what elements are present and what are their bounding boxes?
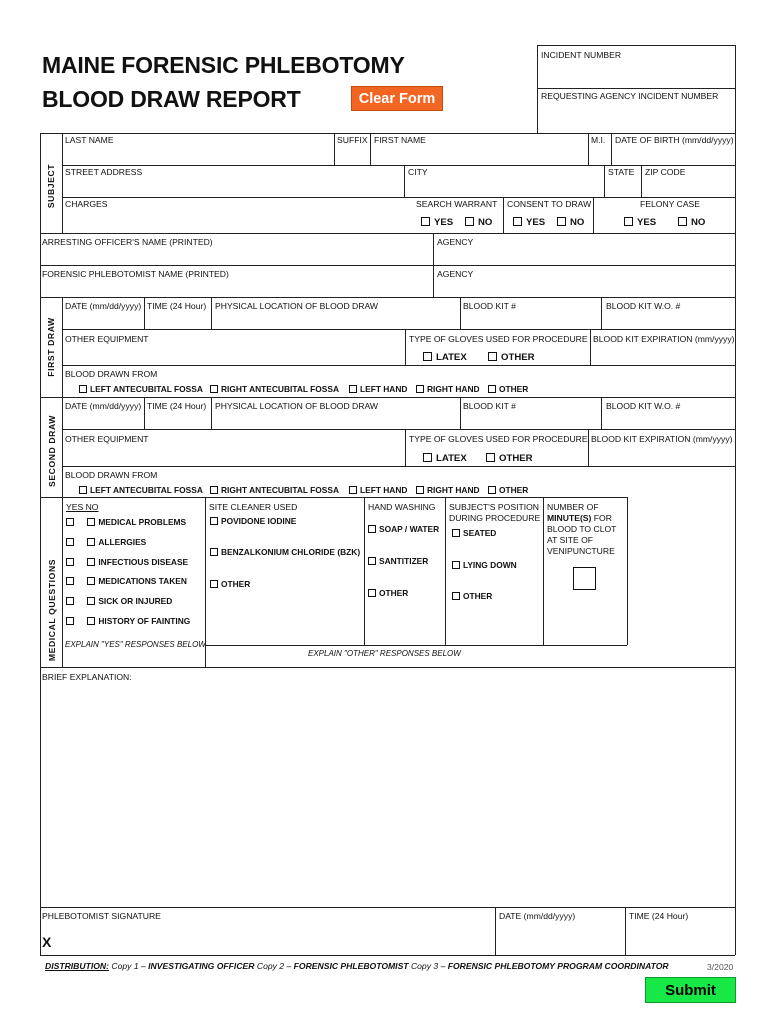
checkbox-icon xyxy=(210,517,218,525)
felony-no[interactable]: NO xyxy=(678,217,705,229)
checkbox-icon xyxy=(513,217,522,226)
checkbox-icon xyxy=(624,217,633,226)
subject-section-label: SUBJECT xyxy=(46,163,56,209)
first-draw-time-label: TIME (24 Hour) xyxy=(147,301,207,311)
checkbox-icon xyxy=(210,385,218,393)
second-draw-date-label: DATE (mm/dd/yyyy) xyxy=(65,401,142,411)
first-draw-kit-wo-label: BLOOD KIT W.O. # xyxy=(606,301,681,311)
first-draw-gloves-label: TYPE OF GLOVES USED FOR PROCEDURE xyxy=(409,334,588,344)
history-of-fainting-row[interactable]: HISTORY OF FAINTING xyxy=(66,616,190,627)
first-draw-left-antecubital[interactable]: LEFT ANTECUBITAL FOSSA xyxy=(79,384,203,395)
phlebotomist-name-field[interactable] xyxy=(41,281,432,296)
state-label: STATE xyxy=(608,167,635,177)
second-draw-gloves-latex[interactable]: LATEX xyxy=(423,453,467,465)
first-draw-kit-expiration-label: BLOOD KIT EXPIRATION (mm/yyyy) xyxy=(593,334,735,344)
second-draw-other-equipment-label: OTHER EQUIPMENT xyxy=(65,434,149,444)
position-lying-down[interactable]: LYING DOWN xyxy=(452,560,517,571)
checkbox-icon xyxy=(452,592,460,600)
first-draw-section-label: FIRST DRAW xyxy=(46,317,56,377)
medications-taken-row[interactable]: MEDICATIONS TAKEN xyxy=(66,576,187,587)
hand-washing-label: HAND WASHING xyxy=(368,502,436,512)
checkbox-icon xyxy=(210,580,218,588)
yes-no-header: YES NO xyxy=(66,502,99,512)
charges-label: CHARGES xyxy=(65,199,108,209)
city-field[interactable] xyxy=(405,179,603,196)
wash-other[interactable]: OTHER xyxy=(368,588,408,599)
wash-sanitizer[interactable]: SANTITIZER xyxy=(368,556,428,567)
signature-date-label: DATE (mm/dd/yyyy) xyxy=(499,911,576,921)
requesting-agency-incident-number-label: REQUESTING AGENCY INCIDENT NUMBER xyxy=(541,91,719,101)
first-draw-other-equipment-label: OTHER EQUIPMENT xyxy=(65,334,149,344)
incident-number-label: INCIDENT NUMBER xyxy=(541,50,622,60)
position-seated[interactable]: SEATED xyxy=(452,528,496,539)
clot-minutes-input[interactable] xyxy=(573,567,596,590)
explain-other-note: EXPLAIN "OTHER" RESPONSES BELOW xyxy=(308,649,461,658)
first-draw-blood-drawn-from-label: BLOOD DRAWN FROM xyxy=(65,369,158,379)
submit-button[interactable]: Submit xyxy=(645,977,736,1003)
second-draw-right-antecubital[interactable]: RIGHT ANTECUBITAL FOSSA xyxy=(210,485,339,496)
checkbox-icon xyxy=(423,352,432,361)
search-warrant-label: SEARCH WARRANT xyxy=(416,199,498,209)
checkbox-icon xyxy=(488,352,497,361)
clot-minutes-label-line1: NUMBER OF xyxy=(547,502,599,512)
arresting-officer-field[interactable] xyxy=(41,249,432,265)
second-draw-time-label: TIME (24 Hour) xyxy=(147,401,207,411)
last-name-field[interactable] xyxy=(63,147,333,164)
checkbox-icon xyxy=(557,217,566,226)
revision-date: 3/2020 xyxy=(707,962,734,972)
signature-time-label: TIME (24 Hour) xyxy=(629,911,689,921)
second-draw-kit-expiration-label: BLOOD KIT EXPIRATION (mm/yyyy) xyxy=(591,434,733,444)
phlebotomist-signature-label: PHLEBOTOMIST SIGNATURE xyxy=(42,911,161,921)
checkbox-icon xyxy=(678,217,687,226)
clot-minutes-label-line2: MINUTE(S) FOR xyxy=(547,513,612,523)
officer-agency-label: AGENCY xyxy=(437,237,474,247)
clot-minutes-label-line5: VENIPUNCTURE xyxy=(547,546,615,556)
checkbox-icon xyxy=(488,385,496,393)
first-draw-site-other[interactable]: OTHER xyxy=(488,384,528,395)
charges-field[interactable] xyxy=(63,211,403,232)
checkbox-icon xyxy=(210,486,218,494)
checkbox-icon xyxy=(79,385,87,393)
felony-yes[interactable]: YES xyxy=(624,217,656,229)
first-name-field[interactable] xyxy=(371,147,587,164)
cleaner-other[interactable]: OTHER xyxy=(210,579,250,590)
checkbox-yes-icon xyxy=(66,577,74,585)
checkbox-icon xyxy=(452,529,460,537)
middle-initial-label: M.I. xyxy=(591,135,606,145)
phlebotomist-name-label: FORENSIC PHLEBOTOMIST NAME (PRINTED) xyxy=(42,269,229,279)
incident-number-field[interactable] xyxy=(538,62,734,87)
second-draw-blood-drawn-from-label: BLOOD DRAWN FROM xyxy=(65,470,158,480)
checkbox-icon xyxy=(416,385,424,393)
signature-time-field[interactable] xyxy=(626,922,734,954)
first-draw-left-hand[interactable]: LEFT HAND xyxy=(349,384,407,395)
form-title-line1: MAINE FORENSIC PHLEBOTOMY xyxy=(42,52,405,78)
zip-code-label: ZIP CODE xyxy=(645,167,686,177)
sick-or-injured-row[interactable]: SICK OR INJURED xyxy=(66,596,172,607)
second-draw-location-label: PHYSICAL LOCATION OF BLOOD DRAW xyxy=(215,401,378,411)
checkbox-icon xyxy=(368,557,376,565)
first-draw-gloves-latex[interactable]: LATEX xyxy=(423,352,467,364)
felony-case-label: FELONY CASE xyxy=(640,199,701,209)
infectious-disease-row[interactable]: INFECTIOUS DISEASE xyxy=(66,557,188,568)
second-draw-site-other[interactable]: OTHER xyxy=(488,485,528,496)
clear-form-button[interactable]: Clear Form xyxy=(351,86,443,111)
first-draw-right-hand[interactable]: RIGHT HAND xyxy=(416,384,480,395)
officer-agency-field[interactable] xyxy=(434,249,734,265)
search-warrant-yes[interactable]: YES xyxy=(421,217,453,229)
first-draw-right-antecubital[interactable]: RIGHT ANTECUBITAL FOSSA xyxy=(210,384,339,395)
phlebotomist-signature-field[interactable] xyxy=(56,922,494,954)
cleaner-povidone-iodine[interactable]: POVIDONE IODINE xyxy=(210,516,296,527)
first-draw-location-label: PHYSICAL LOCATION OF BLOOD DRAW xyxy=(215,301,378,311)
form-title-line2: BLOOD DRAW REPORT xyxy=(42,86,301,112)
distribution-line: DISTRIBUTION: Copy 1 – INVESTIGATING OFFICER Copy 2 – FORENSIC PHLEBOTOMIST Copy 3 – FORENSIC PHLEBOTOMY PROGRAM COORDINATOR xyxy=(45,961,669,971)
arresting-officer-label: ARRESTING OFFICER'S NAME (PRINTED) xyxy=(42,237,213,247)
suffix-label: SUFFIX xyxy=(337,135,368,145)
checkbox-no-icon xyxy=(87,538,95,546)
checkbox-yes-icon xyxy=(66,558,74,566)
signature-x-mark: X xyxy=(42,934,52,950)
date-of-birth-label: DATE OF BIRTH (mm/dd/yyyy) xyxy=(615,135,734,145)
checkbox-no-icon xyxy=(87,597,95,605)
checkbox-yes-icon xyxy=(66,518,74,526)
checkbox-yes-icon xyxy=(66,597,74,605)
phlebotomist-agency-field[interactable] xyxy=(434,281,734,296)
checkbox-icon xyxy=(210,548,218,556)
second-draw-section-label: SECOND DRAW xyxy=(47,415,57,488)
clot-minutes-label-line3: BLOOD TO CLOT xyxy=(547,524,617,534)
clot-minutes-label-line4: AT SITE OF xyxy=(547,535,593,545)
wash-soap-water[interactable]: SOAP / WATER xyxy=(368,524,439,535)
first-draw-date-label: DATE (mm/dd/yyyy) xyxy=(65,301,142,311)
second-draw-gloves-other[interactable]: OTHER xyxy=(486,453,533,465)
consent-to-draw-label: CONSENT TO DRAW xyxy=(507,199,592,209)
medical-problems-row[interactable]: MEDICAL PROBLEMS xyxy=(66,517,186,528)
second-draw-right-hand[interactable]: RIGHT HAND xyxy=(416,485,480,496)
position-other[interactable]: OTHER xyxy=(452,591,492,602)
checkbox-icon xyxy=(79,486,87,494)
checkbox-icon xyxy=(349,486,357,494)
first-draw-gloves-other[interactable]: OTHER xyxy=(488,352,535,364)
checkbox-icon xyxy=(486,453,495,462)
last-name-label: LAST NAME xyxy=(65,135,114,145)
date-of-birth-field[interactable] xyxy=(612,147,734,164)
street-address-field[interactable] xyxy=(63,179,403,196)
checkbox-yes-icon xyxy=(66,538,74,546)
checkbox-icon xyxy=(368,525,376,533)
second-draw-kit-number-label: BLOOD KIT # xyxy=(463,401,516,411)
brief-explanation-label: BRIEF EXPLANATION: xyxy=(42,672,132,682)
second-draw-gloves-label: TYPE OF GLOVES USED FOR PROCEDURE xyxy=(409,434,588,444)
city-label: CITY xyxy=(408,167,428,177)
cleaner-bzk[interactable]: BENZALKONIUM CHLORIDE (BZK) xyxy=(210,547,360,558)
first-name-label: FIRST NAME xyxy=(374,135,426,145)
checkbox-icon xyxy=(452,561,460,569)
subject-position-label-line2: DURING PROCEDURE xyxy=(449,513,541,523)
consent-yes[interactable]: YES xyxy=(513,217,545,229)
checkbox-icon xyxy=(423,453,432,462)
second-draw-kit-wo-label: BLOOD KIT W.O. # xyxy=(606,401,681,411)
subject-position-label-line1: SUBJECT'S POSITION xyxy=(449,502,539,512)
checkbox-no-icon xyxy=(87,558,95,566)
medical-questions-section-label: MEDICAL QUESTIONS xyxy=(47,558,57,662)
second-draw-left-hand[interactable]: LEFT HAND xyxy=(349,485,407,496)
checkbox-icon xyxy=(465,217,474,226)
checkbox-yes-icon xyxy=(66,617,74,625)
checkbox-no-icon xyxy=(87,617,95,625)
search-warrant-no[interactable]: NO xyxy=(465,217,492,229)
checkbox-no-icon xyxy=(87,518,95,526)
checkbox-icon xyxy=(349,385,357,393)
site-cleaner-label: SITE CLEANER USED xyxy=(209,502,298,512)
signature-date-field[interactable] xyxy=(496,922,624,954)
street-address-label: STREET ADDRESS xyxy=(65,167,143,177)
consent-no[interactable]: NO xyxy=(557,217,584,229)
checkbox-icon xyxy=(488,486,496,494)
second-draw-left-antecubital[interactable]: LEFT ANTECUBITAL FOSSA xyxy=(79,485,203,496)
brief-explanation-field[interactable] xyxy=(41,684,734,906)
checkbox-icon xyxy=(421,217,430,226)
checkbox-no-icon xyxy=(87,577,95,585)
checkbox-icon xyxy=(416,486,424,494)
allergies-row[interactable]: ALLERGIES xyxy=(66,537,146,548)
first-draw-kit-number-label: BLOOD KIT # xyxy=(463,301,516,311)
requesting-agency-incident-number-field[interactable] xyxy=(538,103,734,132)
explain-yes-note: EXPLAIN "YES" RESPONSES BELOW xyxy=(65,640,206,649)
phlebotomist-agency-label: AGENCY xyxy=(437,269,474,279)
checkbox-icon xyxy=(368,589,376,597)
